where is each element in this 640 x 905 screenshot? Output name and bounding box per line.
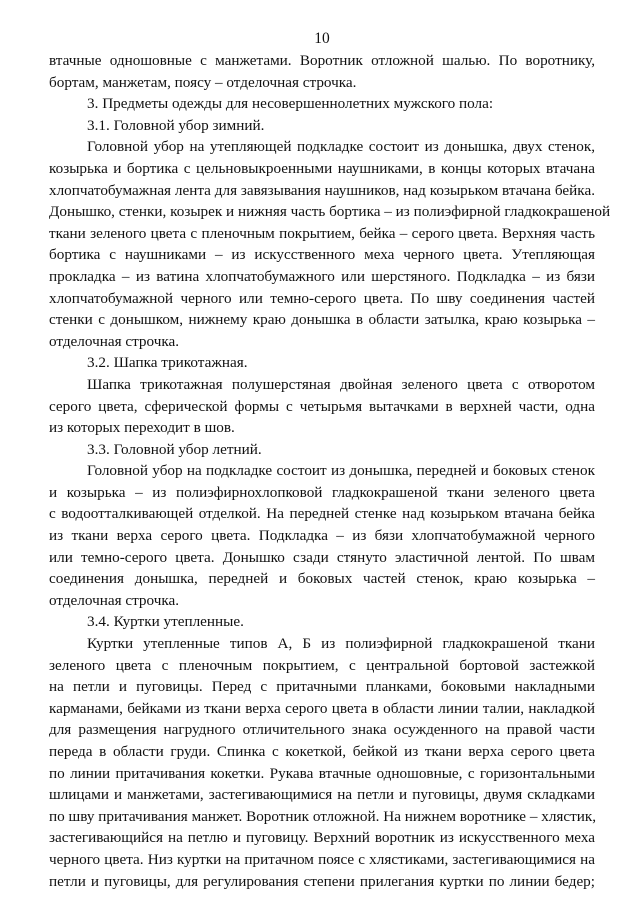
text-line: прокладка – из ватина хлопчатобумажного или шерстяного. Подкладка – из бязи (49, 267, 595, 285)
text-line: 3.3. Головной убор летний. (87, 440, 262, 458)
document-body (49, 50, 611, 892)
text-line: 3.4. Куртки утепленные. (87, 613, 244, 631)
text-line: стенки с донышком, нижнему краю донышка в области затылка, краю козырька – (49, 311, 595, 329)
text-line: из которых переходит в шов. (49, 419, 235, 437)
text-line: 3. Предметы одежды для несовершеннолетних мужского пола: (87, 95, 494, 113)
text-line: петли и пуговицы, для регулирования степени прилегания куртки по линии бедер; (49, 872, 595, 890)
text-line: карманами, бейками из ткани верха серого цвета в области линии талии, накладкой (49, 699, 595, 717)
text-line: Головной убор на подкладке состоит из донышка, передней и боковых стенок (87, 462, 595, 480)
text-line: по линии притачивания кокетки. Рукава втачные одношовные, с горизонтальными (49, 764, 595, 782)
text-line: на петли и пуговицы. Перед с притачными планками, боковыми накладными (49, 678, 595, 696)
text-line: Куртки утепленные типов А, Б из полиэфирной гладкокрашеной ткани (87, 635, 595, 653)
text-line: или темно-серого цвета. Донышко сзади стянуто эластичной лентой. По швам (49, 548, 595, 566)
text-line: Шапка трикотажная полушерстяная двойная зеленого цвета с отворотом (87, 375, 595, 393)
text-line: бортика с наушниками – из искусственного меха черного цвета. Утепляющая (49, 246, 595, 264)
text-line: 3.2. Шапка трикотажная. (87, 354, 248, 372)
text-line: 3.1. Головной убор зимний. (87, 116, 265, 134)
text-line: черного цвета. Низ куртки на притачном поясе с хлястиками, застегивающимися на (49, 850, 595, 868)
text-line: из ткани верха серого цвета. Подкладка – из бязи хлопчатобумажной черного (49, 527, 595, 545)
text-line: бортам, манжетам, поясу – отделочная строчка. (49, 73, 357, 91)
text-line: отделочная строчка. (49, 332, 180, 350)
text-line: переда в области груди. Спинка с кокеткой, бейкой из ткани верха серого цвета (49, 743, 595, 760)
text-line: Головной убор на утепляющей подкладке состоит из донышка, двух стенок, (87, 138, 595, 156)
text-line: хлопчатобумажной черного или темно-серого цвета. По шву соединения частей (49, 289, 595, 307)
text-line: соединения донышка, передней и боковых частей стенок, краю козырька – (49, 570, 595, 588)
text-line: зеленого цвета с пленочным покрытием, с центральной бортовой застежкой (49, 656, 595, 674)
document-page (49, 28, 611, 892)
text-line: Донышко, стенки, козырек и нижняя часть бортика – из полиэфирной гладкокрашеной (49, 203, 611, 221)
text-line: для размещения нагрудного отличительного знака осужденного на правой части (49, 721, 595, 739)
text-line: по шву притачивания манжет. Воротник отложной. На нижнем воротнике – хлястик, (49, 807, 597, 825)
text-line: серого цвета, сферической формы с четырьмя вытачками в верхней части, одна (49, 397, 595, 415)
text-line: и козырька – из полиэфирнохлопковой гладкокрашеной ткани зеленого цвета (49, 483, 595, 501)
page-number: 10 (314, 30, 330, 47)
text-line: шлицами и манжетами, застегивающимися на петли и пуговицы, двумя складками (49, 786, 595, 804)
text-line: с водоотталкивающей отделкой. На передней стенке над козырьком втачана бейка (49, 505, 595, 523)
text-line: хлопчатобумажная лента для завязывания наушников, над козырьком втачана бейка. (49, 181, 595, 199)
text-line: отделочная строчка. (49, 591, 180, 609)
text-line: козырька и бортика с цельновыкроенными наушниками, в концы которых втачана (49, 159, 595, 177)
text-line: застегивающийся на петлю и пуговицу. Верхний воротник из искусственного меха (49, 829, 595, 847)
text-line: ткани зеленого цвета с пленочным покрытием, бейка – серого цвета. Верхняя часть (49, 224, 595, 242)
text-line: втачные одношовные с манжетами. Воротник отложной шалью. По воротнику, (49, 52, 595, 69)
